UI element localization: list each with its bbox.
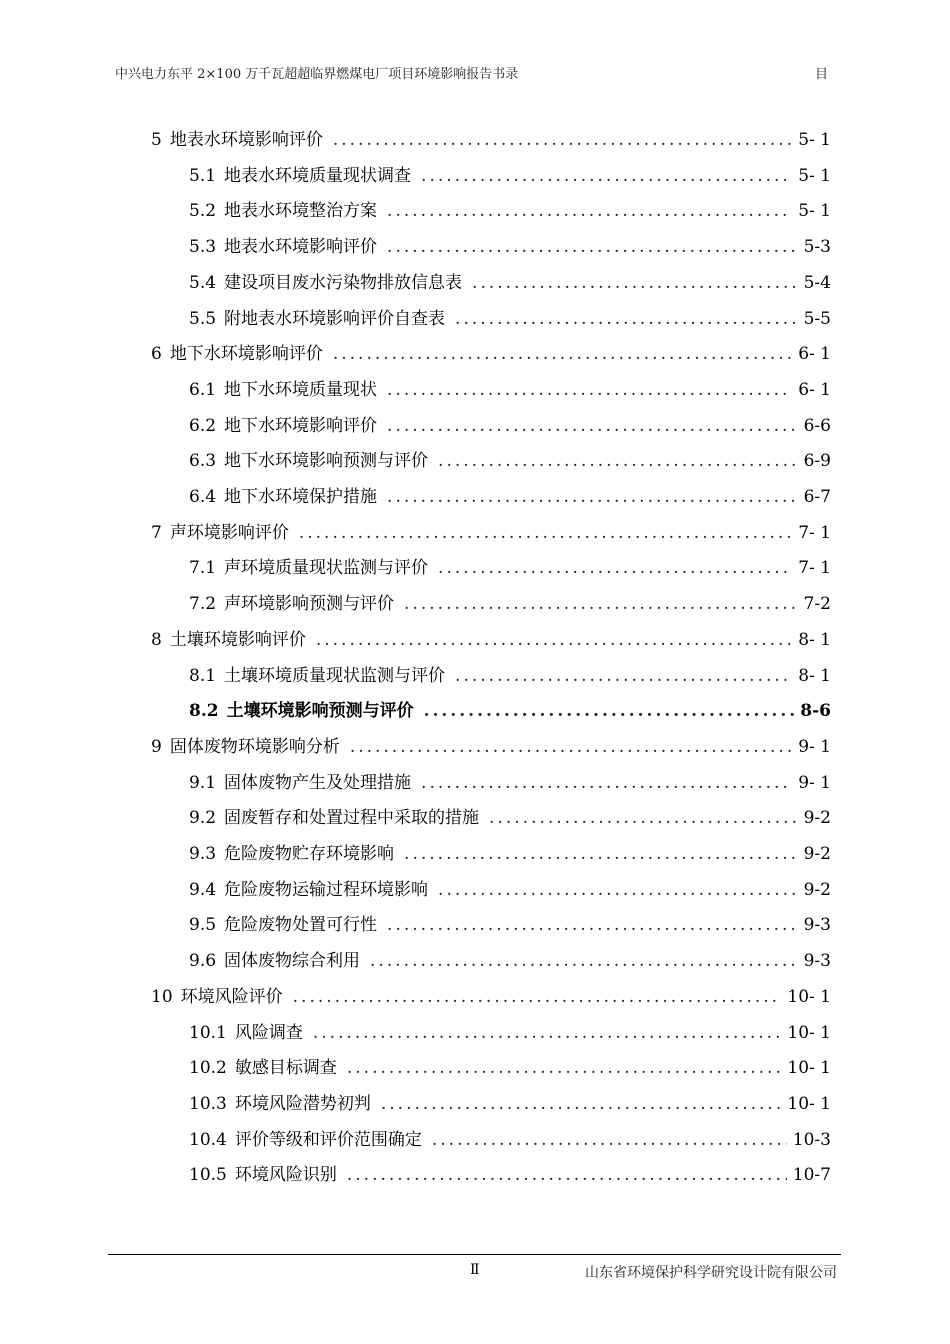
toc-entry-page: 5- 1 [798, 130, 831, 150]
toc-leader-dots [350, 735, 792, 759]
toc-leader-dots [404, 842, 798, 866]
toc-entry-page: 5-3 [803, 237, 831, 258]
toc-entry[interactable] [189, 485, 831, 509]
toc-entry[interactable] [189, 449, 831, 473]
toc-entry-page: 8- 1 [798, 629, 831, 650]
document-title: 中兴电力东平 2×100 万千瓦超超临界燃煤电厂项目环境影响报告书录 [115, 67, 519, 82]
toc-leader-dots [455, 664, 792, 688]
toc-entry-title: 敏感目标调查 [234, 1058, 337, 1079]
toc-leader-dots [432, 1128, 787, 1152]
toc-entry-title: 土壤环境质量现状监测与评价 [224, 665, 446, 686]
toc-leader-dots [404, 592, 798, 616]
toc-entry-title: 地表水环境整治方案 [224, 201, 378, 222]
toc-leader-dots [387, 378, 792, 402]
toc-entry-page: 10- 1 [787, 1058, 831, 1079]
toc-entry-page: 10-7 [792, 1165, 831, 1186]
toc-entry-title: 建设项目废水污染物排放信息表 [224, 272, 463, 293]
toc-entry-title: 危险废物运输过程环境影响 [224, 879, 429, 900]
toc-entry-page: 7-2 [803, 594, 831, 615]
toc-entry-number: 9.4 [189, 879, 217, 900]
toc-leader-dots [299, 521, 792, 545]
toc-leader-dots [472, 271, 798, 295]
toc-entry[interactable] [189, 1092, 831, 1116]
toc-entry-page: 9- 1 [798, 736, 831, 757]
toc-entry[interactable] [189, 949, 831, 973]
toc-entry-number: 5.4 [189, 272, 217, 293]
toc-entry-page: 10-3 [792, 1129, 831, 1150]
toc-entry-title: 地表水环境质量现状调查 [224, 165, 412, 186]
toc-leader-dots [313, 1021, 782, 1045]
toc-entry-number: 6.2 [189, 415, 217, 436]
toc-entry-page: 9-2 [803, 808, 831, 829]
toc-entry[interactable] [189, 842, 831, 866]
toc-leader-dots [293, 985, 782, 1009]
toc-entry-title: 地下水环境影响评价 [224, 415, 378, 436]
toc-leader-dots [347, 1163, 787, 1187]
toc-entry[interactable] [189, 199, 831, 223]
toc-leader-dots [421, 771, 792, 795]
toc-entry[interactable] [189, 1128, 831, 1152]
toc-entry-title: 土壤环境影响评价 [169, 629, 306, 650]
toc-entry[interactable] [189, 235, 831, 259]
toc-entry-number: 10 [151, 986, 173, 1007]
toc-entry-title: 地下水环境保护措施 [224, 487, 378, 507]
toc-entry-page: 6- 1 [798, 344, 831, 365]
toc-entry[interactable] [189, 878, 831, 902]
toc-entry-title: 固废暂存和处置过程中采取的措施 [224, 808, 480, 829]
toc-entry-title: 地表水环境影响评价 [169, 130, 323, 150]
toc-entry-page: 6- 1 [798, 379, 831, 400]
toc-leader-dots [316, 628, 792, 652]
toc-entry[interactable] [189, 271, 831, 295]
toc-entry-page: 5-5 [803, 308, 831, 329]
toc-entry[interactable] [151, 628, 831, 652]
toc-entry[interactable] [151, 735, 831, 759]
toc-entry-title: 声环境质量现状监测与评价 [224, 558, 429, 579]
toc-entry-number: 5.2 [189, 201, 217, 222]
toc-entry-title: 固体废物产生及处理措施 [224, 772, 412, 793]
toc-entry-number: 8 [151, 629, 162, 650]
toc-entry-title: 声环境影响预测与评价 [224, 594, 395, 615]
toc-entry-number: 9.3 [189, 844, 217, 864]
toc-entry-number: 9 [151, 736, 162, 757]
toc-entry[interactable] [189, 414, 831, 438]
toc-entry-page: 6-6 [803, 415, 831, 436]
toc-entry-number: 10.4 [189, 1129, 227, 1150]
toc-entry[interactable] [189, 1163, 831, 1187]
toc-entry-page: 7- 1 [798, 522, 831, 543]
toc-entry-page: 8-6 [800, 701, 831, 722]
toc-entry[interactable] [189, 378, 831, 402]
toc-leader-dots [421, 164, 792, 188]
toc-entry-number: 7.2 [189, 594, 217, 615]
toc-leader-dots [347, 1056, 782, 1080]
toc-entry-number: 5.5 [189, 308, 217, 329]
toc-entry-title: 声环境影响评价 [169, 522, 289, 543]
toc-entry-number: 8.1 [189, 665, 217, 686]
toc-entry-number: 9.5 [189, 915, 217, 936]
toc-entry-number: 10.1 [189, 1022, 227, 1043]
toc-leader-dots [424, 699, 795, 723]
toc-entry-title: 风险调查 [234, 1022, 303, 1043]
toc-entry[interactable] [189, 592, 831, 616]
toc-entry-number: 8.2 [189, 701, 219, 722]
footer-divider [108, 1254, 841, 1255]
toc-entry[interactable] [189, 556, 831, 580]
toc-entry-title: 危险废物处置可行性 [224, 915, 378, 936]
toc-leader-dots [370, 949, 798, 973]
toc-entry-page: 9-3 [803, 915, 831, 936]
toc-entry-number: 9.1 [189, 772, 217, 793]
toc-leader-dots [387, 235, 798, 259]
toc-entry-page: 7- 1 [798, 558, 831, 579]
toc-entry-number: 7 [151, 522, 162, 543]
toc-entry-page: 6-7 [803, 487, 831, 507]
toc-entry-number: 10.2 [189, 1058, 227, 1079]
toc-entry-title: 环境风险识别 [234, 1165, 337, 1186]
toc-entry-page: 10- 1 [787, 1093, 831, 1114]
toc-leader-dots [455, 307, 798, 331]
toc-entry-title: 评价等级和评价范围确定 [234, 1129, 422, 1150]
page-header [0, 0, 950, 110]
toc-entry-title: 环境风险潜势初判 [234, 1093, 371, 1114]
toc-entry-page: 9-3 [803, 951, 831, 972]
toc-entry[interactable] [189, 307, 831, 331]
toc-entry-title: 危险废物贮存环境影响 [224, 844, 395, 864]
toc-entry-number: 6.3 [189, 451, 217, 472]
toc-entry[interactable] [151, 342, 831, 366]
toc-entry-page: 8- 1 [798, 665, 831, 686]
toc-entry-title: 地下水环境影响预测与评价 [224, 451, 429, 472]
toc-entry-number: 6 [151, 344, 162, 365]
toc-entry-page: 9-2 [803, 879, 831, 900]
toc-leader-dots [489, 806, 798, 830]
toc-leader-dots [438, 878, 798, 902]
toc-leader-dots [438, 556, 792, 580]
toc-leader-dots [438, 449, 798, 473]
toc-entry[interactable] [189, 806, 831, 830]
toc-leader-dots [387, 485, 798, 509]
toc-leader-dots [381, 1092, 782, 1116]
header-section-label: 目 [815, 67, 829, 82]
toc-entry-number: 10.3 [189, 1093, 227, 1114]
toc-leader-dots [387, 414, 798, 438]
toc-entry-title: 固体废物综合利用 [224, 951, 361, 972]
toc-entry-page: 6-9 [803, 451, 831, 472]
toc-entry-number: 5.3 [189, 237, 217, 258]
toc-entry[interactable] [189, 1056, 831, 1080]
toc-leader-dots [333, 128, 792, 152]
toc-entry-page: 10- 1 [787, 986, 831, 1007]
toc-entry[interactable] [189, 664, 831, 688]
toc-entry-number: 7.1 [189, 558, 217, 579]
toc-entry-title: 土壤环境影响预测与评价 [226, 701, 414, 722]
toc-entry-number: 10.5 [189, 1165, 227, 1186]
toc-entry-title: 地下水环境影响评价 [169, 344, 323, 365]
toc-leader-dots [387, 913, 798, 937]
toc-entry-number: 9.2 [189, 808, 217, 829]
toc-entry[interactable] [189, 913, 831, 937]
toc-entry[interactable] [151, 521, 831, 545]
toc-entry[interactable] [189, 1021, 831, 1045]
toc-entry[interactable] [151, 128, 831, 152]
toc-entry-number: 5.1 [189, 165, 217, 186]
toc-entry-title: 环境风险评价 [180, 986, 283, 1007]
toc-entry-title: 地表水环境影响评价 [224, 237, 378, 258]
toc-entry-number: 5 [151, 130, 162, 150]
toc-entry[interactable] [189, 164, 831, 188]
toc-entry[interactable] [189, 771, 831, 795]
toc-entry-number: 6.1 [189, 379, 217, 400]
toc-entry[interactable] [151, 985, 831, 1009]
toc-entry[interactable] [189, 699, 831, 723]
page-number: Ⅱ [470, 1262, 480, 1278]
toc-leader-dots [333, 342, 792, 366]
toc-entry-title: 地下水环境质量现状 [224, 379, 378, 400]
toc-entry-page: 9- 1 [798, 772, 831, 793]
toc-entry-title: 附地表水环境影响评价自查表 [224, 308, 446, 329]
toc-entry-page: 9-2 [803, 844, 831, 864]
toc-entry-page: 5- 1 [798, 165, 831, 186]
toc-entry-page: 5-4 [803, 272, 831, 293]
organization-name: 山东省环境保护科学研究设计院有限公司 [585, 1265, 837, 1281]
toc-entry-page: 5- 1 [798, 201, 831, 222]
toc-entry-number: 9.6 [189, 951, 217, 972]
toc-entry-number: 6.4 [189, 487, 217, 507]
toc-entry-title: 固体废物环境影响分析 [169, 736, 340, 757]
toc-entry-page: 10- 1 [787, 1022, 831, 1043]
toc-leader-dots [387, 199, 792, 223]
